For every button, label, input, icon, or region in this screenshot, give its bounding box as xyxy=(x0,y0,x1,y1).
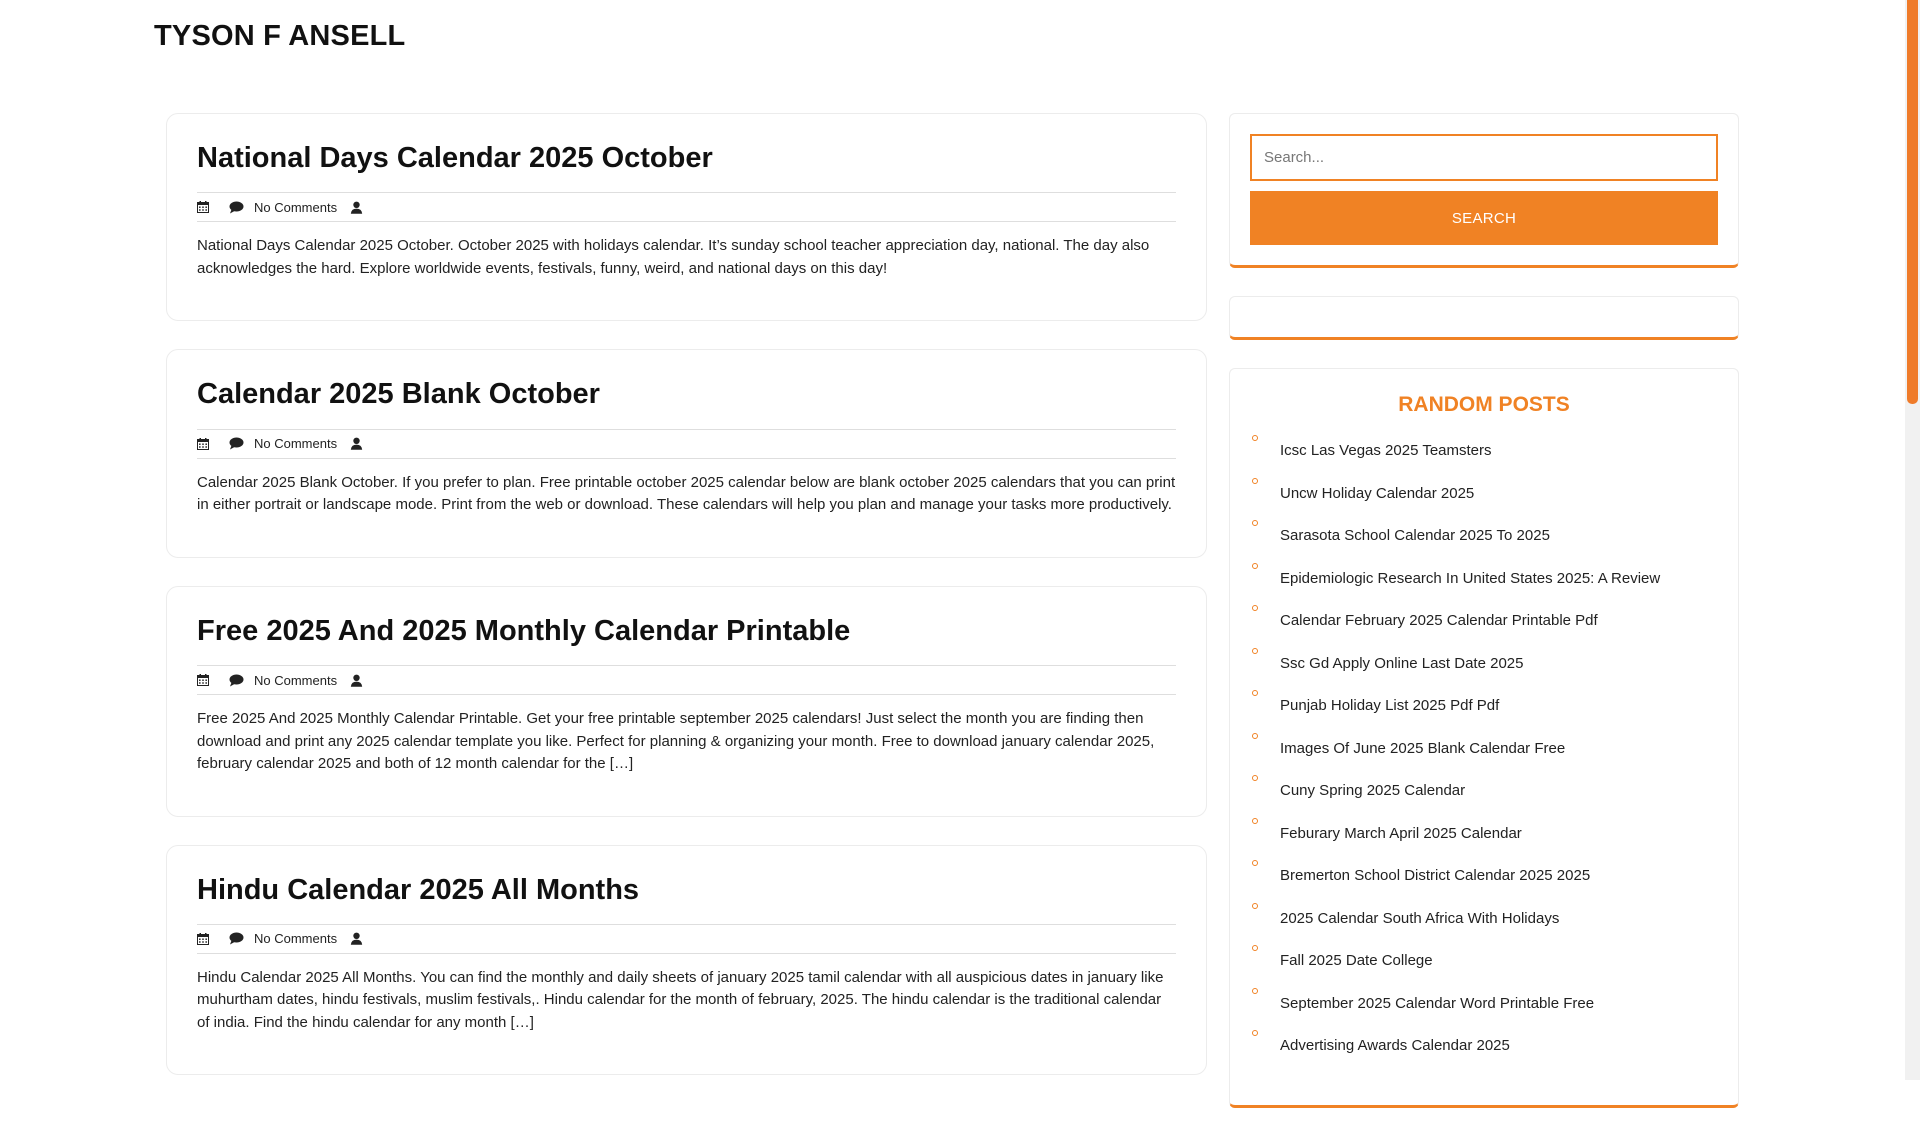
circle-bullet-icon xyxy=(1252,478,1258,484)
post-excerpt: Calendar 2025 Blank October. If you prefer to plan. Free printable october 2025 calendar below are blank october 2025 calendars that you can print in either portrait or landscape mode. Print from the web or download. These calendars will help you plan and manage your tasks more productively. xyxy=(197,473,1176,514)
user-icon xyxy=(350,437,363,450)
circle-bullet-icon xyxy=(1252,945,1258,951)
post-excerpt: National Days Calendar 2025 October. October 2025 with holidays calendar. It’s sunday school teacher appreciation day, national. The day also acknowledges the hard. Explore worldwide events, festivals, funny, weird, and national days on this day! xyxy=(197,237,1150,277)
list-item xyxy=(1250,945,1718,988)
list-item xyxy=(1250,860,1718,903)
random-post-link[interactable]: Advertising Awards Calendar 2025 xyxy=(1280,1037,1510,1054)
circle-bullet-icon xyxy=(1252,988,1258,994)
circle-bullet-icon xyxy=(1252,435,1258,441)
circle-bullet-icon xyxy=(1252,860,1258,866)
comments-link[interactable]: No Comments xyxy=(254,931,338,947)
random-post-link[interactable]: Sarasota School Calendar 2025 To 2025 xyxy=(1280,527,1550,544)
random-post-link[interactable]: Punjab Holiday List 2025 Pdf Pdf xyxy=(1280,697,1500,714)
circle-bullet-icon xyxy=(1252,563,1258,569)
random-post-link[interactable]: September 2025 Calendar Word Printable Free xyxy=(1280,994,1595,1012)
post-title[interactable]: Hindu Calendar 2025 All Months xyxy=(197,873,640,906)
post-excerpt: Free 2025 And 2025 Monthly Calendar Printable. Get your free printable september 2025 calendars! Just select the month you are finding then download and print any 2025 calendar template you like. Perfect for planning & organizing your month. Free to download january calendar 2025, february calendar 2025 and both of 12 month calendar for the […] xyxy=(197,710,1155,773)
random-post-link[interactable]: Images Of June 2025 Blank Calendar Free xyxy=(1280,739,1566,757)
site-title[interactable]: TYSON F ANSELL xyxy=(154,20,406,52)
list-item xyxy=(1250,478,1718,521)
post-card xyxy=(166,845,1207,1076)
list-item xyxy=(1250,733,1718,776)
list-item xyxy=(1250,605,1718,648)
scrollbar-thumb[interactable] xyxy=(1907,0,1918,404)
calendar-icon xyxy=(197,438,209,450)
user-icon xyxy=(350,674,363,687)
list-item xyxy=(1250,988,1718,1031)
random-post-link[interactable]: Uncw Holiday Calendar 2025 xyxy=(1280,484,1475,502)
circle-bullet-icon xyxy=(1252,520,1258,526)
post-meta xyxy=(197,429,1176,459)
post-meta xyxy=(197,192,1176,222)
random-post-link[interactable]: Epidemiologic Research In United States 2025: A Review xyxy=(1280,569,1661,587)
list-item xyxy=(1250,818,1718,861)
search-input[interactable] xyxy=(1250,134,1718,181)
list-item xyxy=(1250,690,1718,733)
circle-bullet-icon xyxy=(1252,903,1258,909)
post-title[interactable]: National Days Calendar 2025 October xyxy=(197,142,713,174)
list-item xyxy=(1250,903,1718,946)
random-post-link[interactable]: Feburary March April 2025 Calendar xyxy=(1280,824,1522,842)
sidebar xyxy=(1229,113,1739,1136)
comments-link[interactable]: No Comments xyxy=(254,436,338,452)
list-item xyxy=(1250,435,1718,478)
search-widget xyxy=(1229,113,1739,268)
random-post-link[interactable]: Icsc Las Vegas 2025 Teamsters xyxy=(1280,442,1492,459)
random-posts-list xyxy=(1250,435,1718,1073)
post-list xyxy=(166,113,1207,1103)
comment-icon xyxy=(229,201,244,214)
random-post-link[interactable]: Ssc Gd Apply Online Last Date 2025 xyxy=(1280,654,1524,672)
list-item xyxy=(1250,520,1718,563)
random-post-link[interactable]: Calendar February 2025 Calendar Printable Pdf xyxy=(1280,612,1598,629)
empty-widget xyxy=(1229,296,1739,340)
post-title[interactable]: Calendar 2025 Blank October xyxy=(197,378,600,411)
circle-bullet-icon xyxy=(1252,733,1258,739)
calendar-icon xyxy=(197,933,209,945)
random-posts-widget xyxy=(1229,368,1739,1108)
post-card xyxy=(166,113,1207,321)
circle-bullet-icon xyxy=(1252,818,1258,824)
post-meta xyxy=(197,665,1176,695)
comment-icon xyxy=(229,674,244,687)
circle-bullet-icon xyxy=(1252,1030,1258,1036)
post-title[interactable]: Free 2025 And 2025 Monthly Calendar Printable xyxy=(197,614,851,647)
list-item xyxy=(1250,1030,1718,1073)
list-item xyxy=(1250,563,1718,606)
circle-bullet-icon xyxy=(1252,648,1258,654)
calendar-icon xyxy=(197,201,209,213)
random-post-link[interactable]: Bremerton School District Calendar 2025 2025 xyxy=(1280,867,1591,884)
comments-link[interactable]: No Comments xyxy=(254,199,338,215)
calendar-icon xyxy=(197,674,209,686)
search-button[interactable]: SEARCH xyxy=(1250,191,1718,245)
circle-bullet-icon xyxy=(1252,775,1258,781)
random-post-link[interactable]: Cuny Spring 2025 Calendar xyxy=(1280,782,1466,799)
user-icon xyxy=(350,201,363,214)
random-posts-title: RANDOM POSTS xyxy=(1398,393,1570,416)
comment-icon xyxy=(229,437,244,450)
list-item xyxy=(1250,648,1718,691)
comment-icon xyxy=(229,932,244,945)
post-card xyxy=(166,349,1207,557)
random-post-link[interactable]: Fall 2025 Date College xyxy=(1280,952,1433,969)
circle-bullet-icon xyxy=(1252,605,1258,611)
post-card xyxy=(166,586,1207,817)
random-post-link[interactable]: 2025 Calendar South Africa With Holidays xyxy=(1280,909,1560,927)
scrollbar[interactable] xyxy=(1905,0,1920,1080)
list-item xyxy=(1250,775,1718,818)
post-meta xyxy=(197,924,1176,954)
circle-bullet-icon xyxy=(1252,690,1258,696)
user-icon xyxy=(350,932,363,945)
post-excerpt: Hindu Calendar 2025 All Months. You can find the monthly and daily sheets of january 2025 tamil calendar with all auspicious dates in january like muhurtham dates, hindu festivals, muslim festivals,. Hindu calendar for the month of february, 2025. The hindu calendar is the traditional calendar of india. Find the hindu calendar for any month […] xyxy=(197,968,1164,1031)
comments-link[interactable]: No Comments xyxy=(254,672,338,688)
